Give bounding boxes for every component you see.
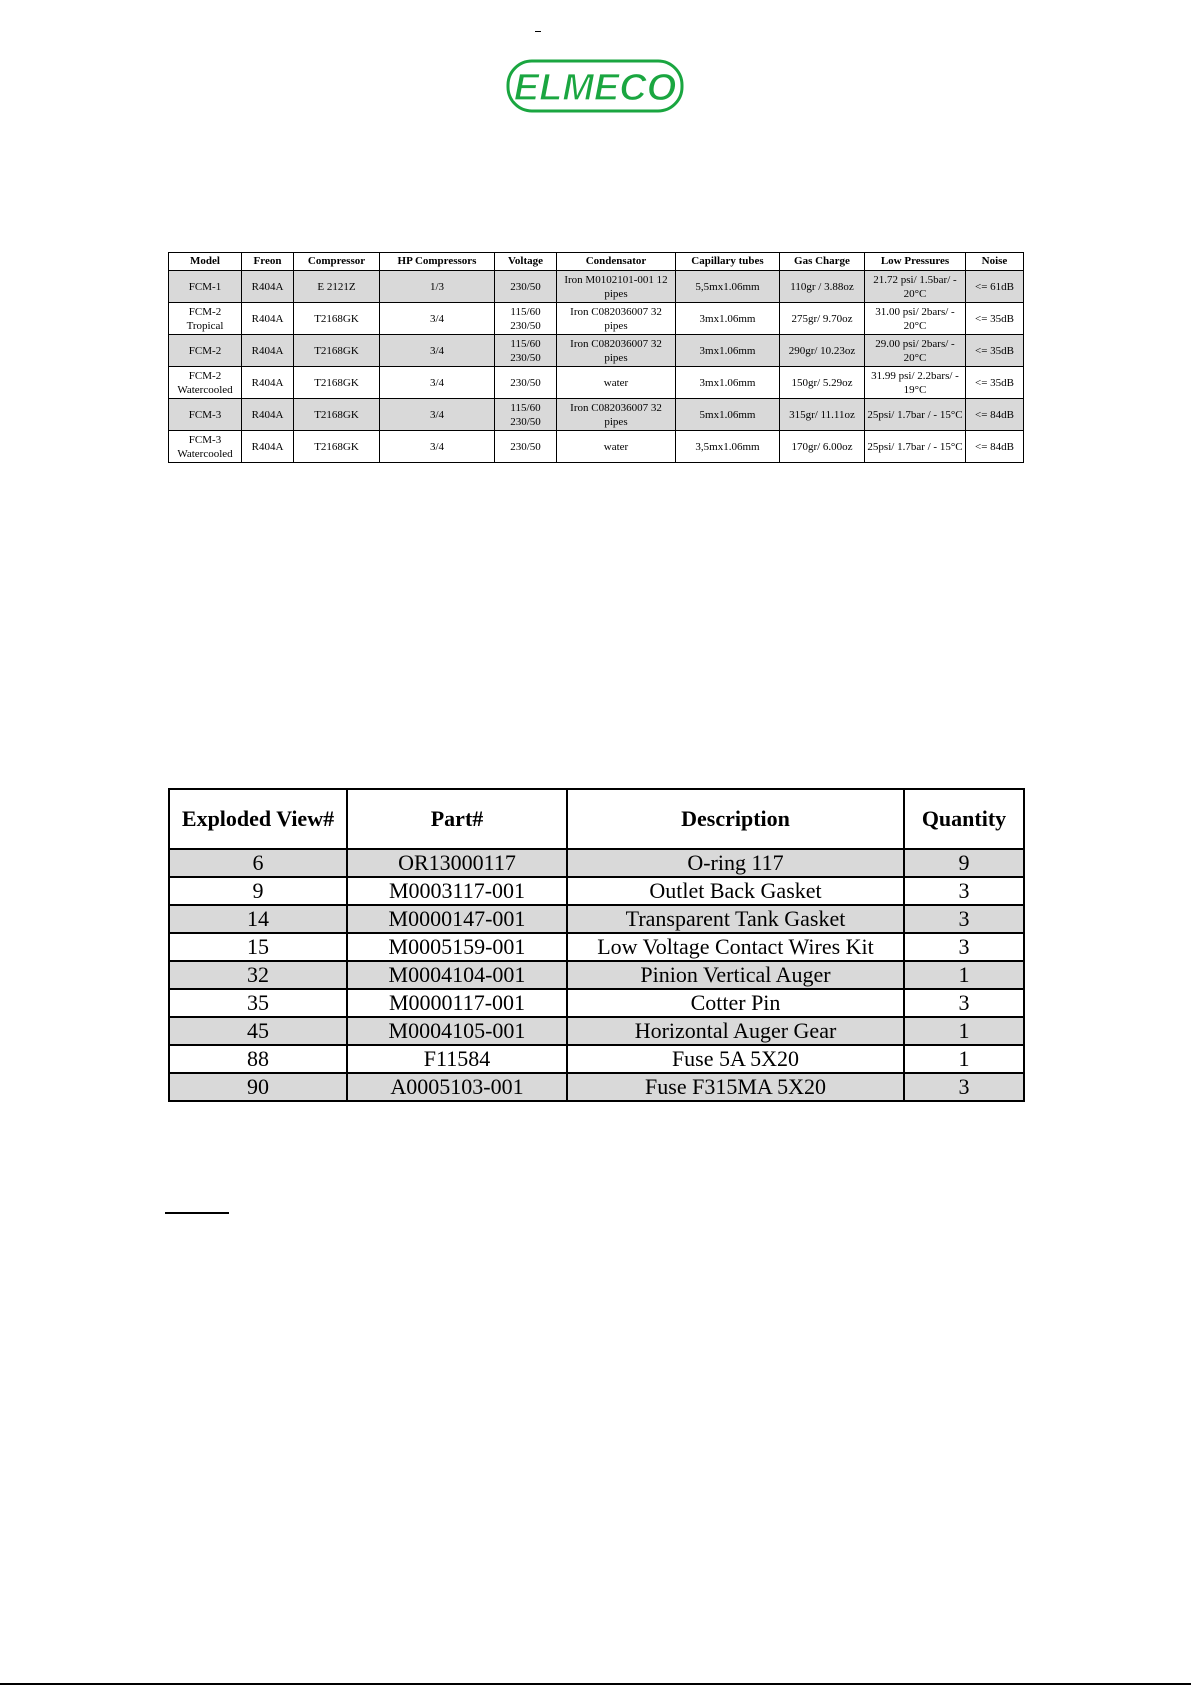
specs-cell: water [557,367,676,399]
specs-cell: T2168GK [294,431,380,463]
specs-cell: 230/50 [495,431,557,463]
specs-header-cell: Low Pressures [865,253,966,271]
parts-row [169,1045,1024,1073]
parts-cell: 1 [904,961,1024,989]
specs-cell: R404A [242,335,294,367]
parts-cell: 1 [904,1045,1024,1073]
parts-cell: Fuse F315MA 5X20 [567,1073,904,1101]
specs-cell: 25psi/ 1.7bar / - 15°C [865,431,966,463]
specs-cell: 115/60 230/50 [495,399,557,431]
specs-cell: R404A [242,367,294,399]
parts-cell: 3 [904,905,1024,933]
parts-cell: Low Voltage Contact Wires Kit [567,933,904,961]
parts-cell: 90 [169,1073,347,1101]
specs-cell: <= 84dB [966,399,1024,431]
specs-row [169,399,1024,431]
specs-cell: 110gr / 3.88oz [780,271,865,303]
specs-cell: 3/4 [380,303,495,335]
specs-cell: R404A [242,271,294,303]
specs-cell: FCM-2 Watercooled [169,367,242,399]
specs-cell: 3/4 [380,335,495,367]
specs-cell: E 2121Z [294,271,380,303]
logo-text: ELMECO [513,67,677,109]
specs-cell: 3/4 [380,367,495,399]
specs-row [169,431,1024,463]
parts-cell: 32 [169,961,347,989]
parts-cell: Outlet Back Gasket [567,877,904,905]
specs-row [169,367,1024,399]
specs-cell: 290gr/ 10.23oz [780,335,865,367]
specs-cell: 315gr/ 11.11oz [780,399,865,431]
parts-row [169,1073,1024,1101]
specs-cell: FCM-3 [169,399,242,431]
parts-cell: F11584 [347,1045,567,1073]
specs-header-cell: Model [169,253,242,271]
parts-header-cell: Description [567,789,904,849]
parts-cell: M0005159-001 [347,933,567,961]
parts-cell: O-ring 117 [567,849,904,877]
parts-row [169,989,1024,1017]
specs-cell: T2168GK [294,335,380,367]
specs-cell: 3,5mx1.06mm [676,431,780,463]
specs-cell: T2168GK [294,367,380,399]
specs-cell: R404A [242,303,294,335]
specs-header-cell: HP Compressors [380,253,495,271]
specs-cell: 5mx1.06mm [676,399,780,431]
specs-header-cell: Noise [966,253,1024,271]
specs-cell: T2168GK [294,399,380,431]
specs-cell: FCM-2 Tropical [169,303,242,335]
parts-row [169,877,1024,905]
specs-cell: 25psi/ 1.7bar / - 15°C [865,399,966,431]
specs-row [169,335,1024,367]
parts-cell: 3 [904,989,1024,1017]
parts-cell: 6 [169,849,347,877]
parts-cell: M0003117-001 [347,877,567,905]
specs-cell: 3mx1.06mm [676,303,780,335]
specs-header-cell: Capillary tubes [676,253,780,271]
parts-header-cell: Exploded View# [169,789,347,849]
parts-cell: Cotter Pin [567,989,904,1017]
specs-cell: R404A [242,399,294,431]
parts-cell: Fuse 5A 5X20 [567,1045,904,1073]
parts-cell: M0000147-001 [347,905,567,933]
specs-cell: <= 61dB [966,271,1024,303]
parts-cell: 15 [169,933,347,961]
elmeco-logo [505,56,685,116]
specs-cell: T2168GK [294,303,380,335]
specs-cell: Iron C082036007 32 pipes [557,399,676,431]
parts-cell: M0000117-001 [347,989,567,1017]
specs-row [169,303,1024,335]
parts-cell: 1 [904,1017,1024,1045]
parts-cell: 88 [169,1045,347,1073]
specs-cell: <= 84dB [966,431,1024,463]
specs-row [169,271,1024,303]
specs-cell: 31.99 psi/ 2.2bars/ - 19°C [865,367,966,399]
specs-cell: 3mx1.06mm [676,367,780,399]
top-dash [535,31,541,32]
specs-cell: 1/3 [380,271,495,303]
parts-row [169,933,1024,961]
specs-cell: 21.72 psi/ 1.5bar/ - 20°C [865,271,966,303]
specs-cell: 230/50 [495,367,557,399]
specs-cell: 5,5mx1.06mm [676,271,780,303]
specs-cell: 230/50 [495,271,557,303]
specs-cell: 3/4 [380,399,495,431]
parts-header-cell: Quantity [904,789,1024,849]
specs-header-cell: Voltage [495,253,557,271]
specs-header-cell: Gas Charge [780,253,865,271]
specs-cell: Iron M0102101-001 12 pipes [557,271,676,303]
specs-header-cell: Freon [242,253,294,271]
parts-cell: 3 [904,877,1024,905]
parts-cell: 35 [169,989,347,1017]
parts-header-row [169,789,1024,849]
specs-cell: water [557,431,676,463]
parts-row [169,849,1024,877]
specs-cell: 115/60 230/50 [495,303,557,335]
parts-cell: 3 [904,1073,1024,1101]
specs-cell: R404A [242,431,294,463]
parts-cell: Horizontal Auger Gear [567,1017,904,1045]
specs-cell: 3mx1.06mm [676,335,780,367]
specs-cell: Iron C082036007 32 pipes [557,335,676,367]
specs-cell: 150gr/ 5.29oz [780,367,865,399]
parts-header-cell: Part# [347,789,567,849]
specs-cell: FCM-2 [169,335,242,367]
parts-row [169,905,1024,933]
specs-cell: <= 35dB [966,303,1024,335]
parts-cell: Pinion Vertical Auger [567,961,904,989]
specs-cell: Iron C082036007 32 pipes [557,303,676,335]
specs-cell: 3/4 [380,431,495,463]
parts-table [168,788,1025,1102]
parts-cell: M0004105-001 [347,1017,567,1045]
specs-cell: FCM-1 [169,271,242,303]
parts-cell: A0005103-001 [347,1073,567,1101]
specs-cell: 31.00 psi/ 2bars/ - 20°C [865,303,966,335]
specs-cell: 170gr/ 6.00oz [780,431,865,463]
parts-cell: OR13000117 [347,849,567,877]
specs-header-row [169,253,1024,271]
parts-cell: 9 [904,849,1024,877]
underline-mark [165,1212,229,1214]
parts-cell: 14 [169,905,347,933]
specs-cell: 115/60 230/50 [495,335,557,367]
specs-cell: <= 35dB [966,367,1024,399]
parts-cell: Transparent Tank Gasket [567,905,904,933]
specs-cell: FCM-3 Watercooled [169,431,242,463]
specs-table [168,252,1024,463]
specs-cell: 275gr/ 9.70oz [780,303,865,335]
specs-header-cell: Condensator [557,253,676,271]
parts-row [169,961,1024,989]
parts-row [169,1017,1024,1045]
specs-cell: 29.00 psi/ 2bars/ - 20°C [865,335,966,367]
specs-header-cell: Compressor [294,253,380,271]
parts-cell: 9 [169,877,347,905]
parts-cell: M0004104-001 [347,961,567,989]
specs-cell: <= 35dB [966,335,1024,367]
parts-cell: 3 [904,933,1024,961]
parts-cell: 45 [169,1017,347,1045]
